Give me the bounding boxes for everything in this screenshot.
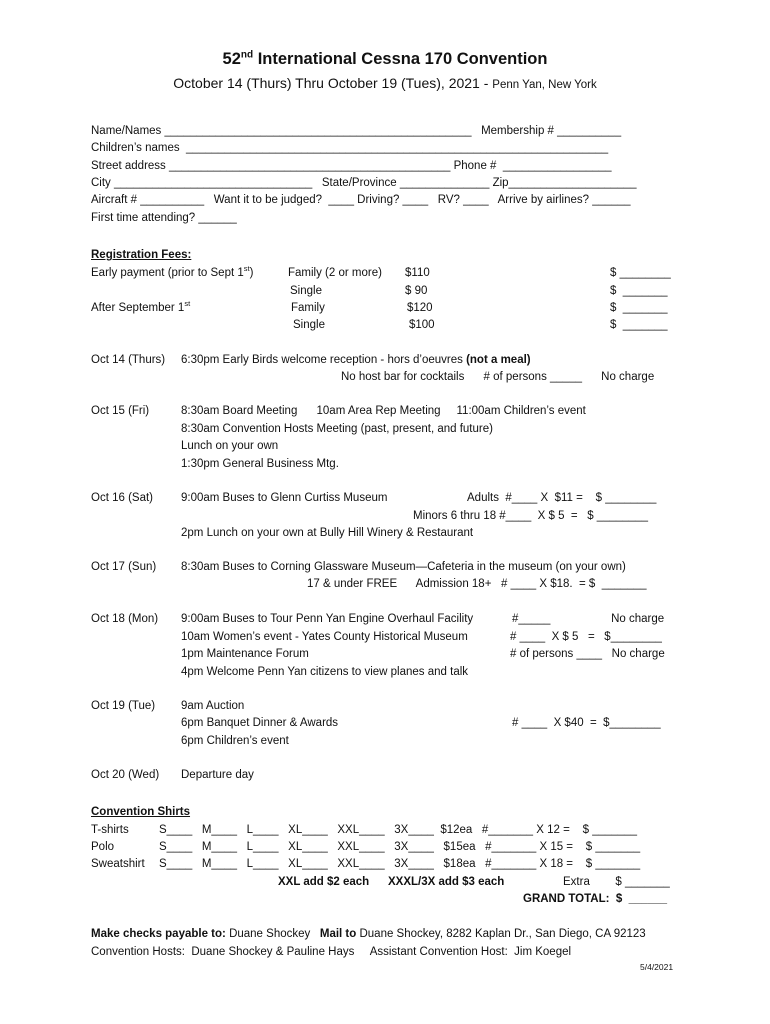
shirt-row-label: Polo xyxy=(91,841,115,853)
oct17-bus: 8:30am Buses to Corning Glassware Museum—Cafeteria in the museum (on your own) xyxy=(181,561,626,573)
xxl-note: XXL add $2 each xyxy=(278,876,370,888)
xxxl-note: XXXL/3X add $3 each xyxy=(388,876,505,888)
shirt-row-fields[interactable]: S____ M____ L____ XL____ XXL____ 3X____ $15ea #_______ X 15 = $ _______ xyxy=(159,841,641,853)
oct19-banquet: 6pm Banquet Dinner & Awards xyxy=(181,717,339,729)
shirt-row-label: T-shirts xyxy=(91,824,129,836)
early-payment-label: Early payment (prior to Sept 1st) xyxy=(91,264,254,279)
registration-fees-heading: Registration Fees: xyxy=(91,249,192,261)
fee-price: $ 90 xyxy=(405,285,428,297)
shirts-heading: Convention Shirts xyxy=(91,806,191,818)
convention-hosts: Convention Hosts: Duane Shockey & Pauline Hays Assistant Convention Host: Jim Koegel xyxy=(91,946,572,958)
oct18-count-field[interactable]: # ____ X $ 5 = $________ xyxy=(510,631,662,643)
oct18-event: 1pm Maintenance Forum xyxy=(181,648,309,660)
fee-type: Single xyxy=(293,319,325,331)
fee-amount-field[interactable]: $ _______ xyxy=(610,302,668,314)
oct18-event: 4pm Welcome Penn Yan citizens to view planes and talk xyxy=(181,666,469,678)
oct16-minors-field[interactable]: Minors 6 thru 18 #____ X $ 5 = $ ________ xyxy=(413,510,648,522)
oct19-auction: 9am Auction xyxy=(181,700,245,712)
date-oct15: Oct 15 (Fri) xyxy=(91,405,150,417)
extra-field[interactable]: Extra $ _______ xyxy=(563,876,670,888)
oct14-reception: 6:30pm Early Birds welcome reception - hors d’oeuvres (not a meal) xyxy=(181,354,531,366)
date-oct20: Oct 20 (Wed) xyxy=(91,769,160,781)
shirt-row-label: Sweatshirt xyxy=(91,858,145,870)
fee-type: Single xyxy=(290,285,322,297)
shirt-row-fields[interactable]: S____ M____ L____ XL____ XXL____ 3X____ $18ea #_______ X 18 = $ _______ xyxy=(159,858,641,870)
oct18-event: 9:00am Buses to Tour Penn Yan Engine Overhaul Facility xyxy=(181,613,474,625)
fee-amount-field[interactable]: $ _______ xyxy=(610,319,668,331)
oct18-event: 10am Women’s event - Yates County Historical Museum xyxy=(181,631,468,643)
oct18-count-field[interactable]: #_____ No charge xyxy=(512,613,665,625)
city-field[interactable]: City _______________________________ State/Province ______________ Zip____________________ xyxy=(91,177,637,189)
page-title xyxy=(0,50,770,69)
oct15-event: Lunch on your own xyxy=(181,440,279,452)
first-time-field[interactable]: First time attending? ______ xyxy=(91,212,237,224)
event-dates: October 14 (Thurs) Thru October 19 (Tues), 2021 - xyxy=(173,75,493,91)
oct15-event: 8:30am Convention Hosts Meeting (past, present, and future) xyxy=(181,423,493,435)
children-names-field[interactable]: Children’s names __________________________________________________________________ xyxy=(91,142,609,154)
title-number: 52 xyxy=(222,50,241,68)
oct16-adults-field[interactable]: Adults #____ X $11 = $ ________ xyxy=(467,492,657,504)
subtitle xyxy=(0,75,770,92)
oct14-bar[interactable]: No host bar for cocktails # of persons _____ No charge xyxy=(341,371,655,383)
date-oct14: Oct 14 (Thurs) xyxy=(91,354,166,366)
oct16-lunch: 2pm Lunch on your own at Bully Hill Winery & Restaurant xyxy=(181,527,474,539)
date-oct18: Oct 18 (Mon) xyxy=(91,613,159,625)
fee-price: $100 xyxy=(409,319,435,331)
street-address-field[interactable]: Street address ____________________________________________ Phone # _________________ xyxy=(91,160,612,172)
fee-amount-field[interactable]: $ ________ xyxy=(610,267,671,279)
fee-type: Family (2 or more) xyxy=(288,267,382,279)
date-oct17: Oct 17 (Sun) xyxy=(91,561,157,573)
fee-price: $120 xyxy=(407,302,433,314)
revision-date: 5/4/2021 xyxy=(640,962,674,972)
oct16-bus: 9:00am Buses to Glenn Curtiss Museum xyxy=(181,492,388,504)
oct20-departure: Departure day xyxy=(181,769,254,781)
aircraft-field[interactable]: Aircraft # __________ Want it to be judged? ____ Driving? ____ RV? ____ Arrive by airlines? ______ xyxy=(91,194,631,206)
oct19-children: 6pm Children’s event xyxy=(181,735,289,747)
payment-instructions: Make checks payable to: Duane Shockey Mail to Duane Shockey, 8282 Kaplan Dr., San Diego, CA 92123 xyxy=(91,928,646,940)
oct17-admission-field[interactable]: 17 & under FREE Admission 18+ # ____ X $18. = $ _______ xyxy=(307,578,647,590)
oct15-event: 8:30am Board Meeting 10am Area Rep Meeting 11:00am Children’s event xyxy=(181,405,586,417)
fee-price: $110 xyxy=(405,267,430,279)
name-field[interactable]: Name/Names ________________________________________________ Membership # __________ xyxy=(91,125,622,137)
title-superscript: nd xyxy=(240,49,254,61)
oct18-count-field[interactable]: # of persons ____ No charge xyxy=(510,648,665,660)
oct19-banquet-field[interactable]: # ____ X $40 = $________ xyxy=(512,717,661,729)
fee-amount-field[interactable]: $ _______ xyxy=(610,285,668,297)
title-text: International Cessna 170 Convention xyxy=(253,50,548,68)
grand-total-field[interactable]: GRAND TOTAL: $ ______ xyxy=(523,893,668,905)
date-oct19: Oct 19 (Tue) xyxy=(91,700,156,712)
oct15-event: 1:30pm General Business Mtg. xyxy=(181,458,339,470)
fee-type: Family xyxy=(291,302,325,314)
date-oct16: Oct 16 (Sat) xyxy=(91,492,153,504)
event-location: Penn Yan, New York xyxy=(492,79,597,91)
shirt-row-fields[interactable]: S____ M____ L____ XL____ XXL____ 3X____ $12ea #_______ X 12 = $ _______ xyxy=(159,824,637,836)
after-september-label: After September 1st xyxy=(91,299,191,314)
